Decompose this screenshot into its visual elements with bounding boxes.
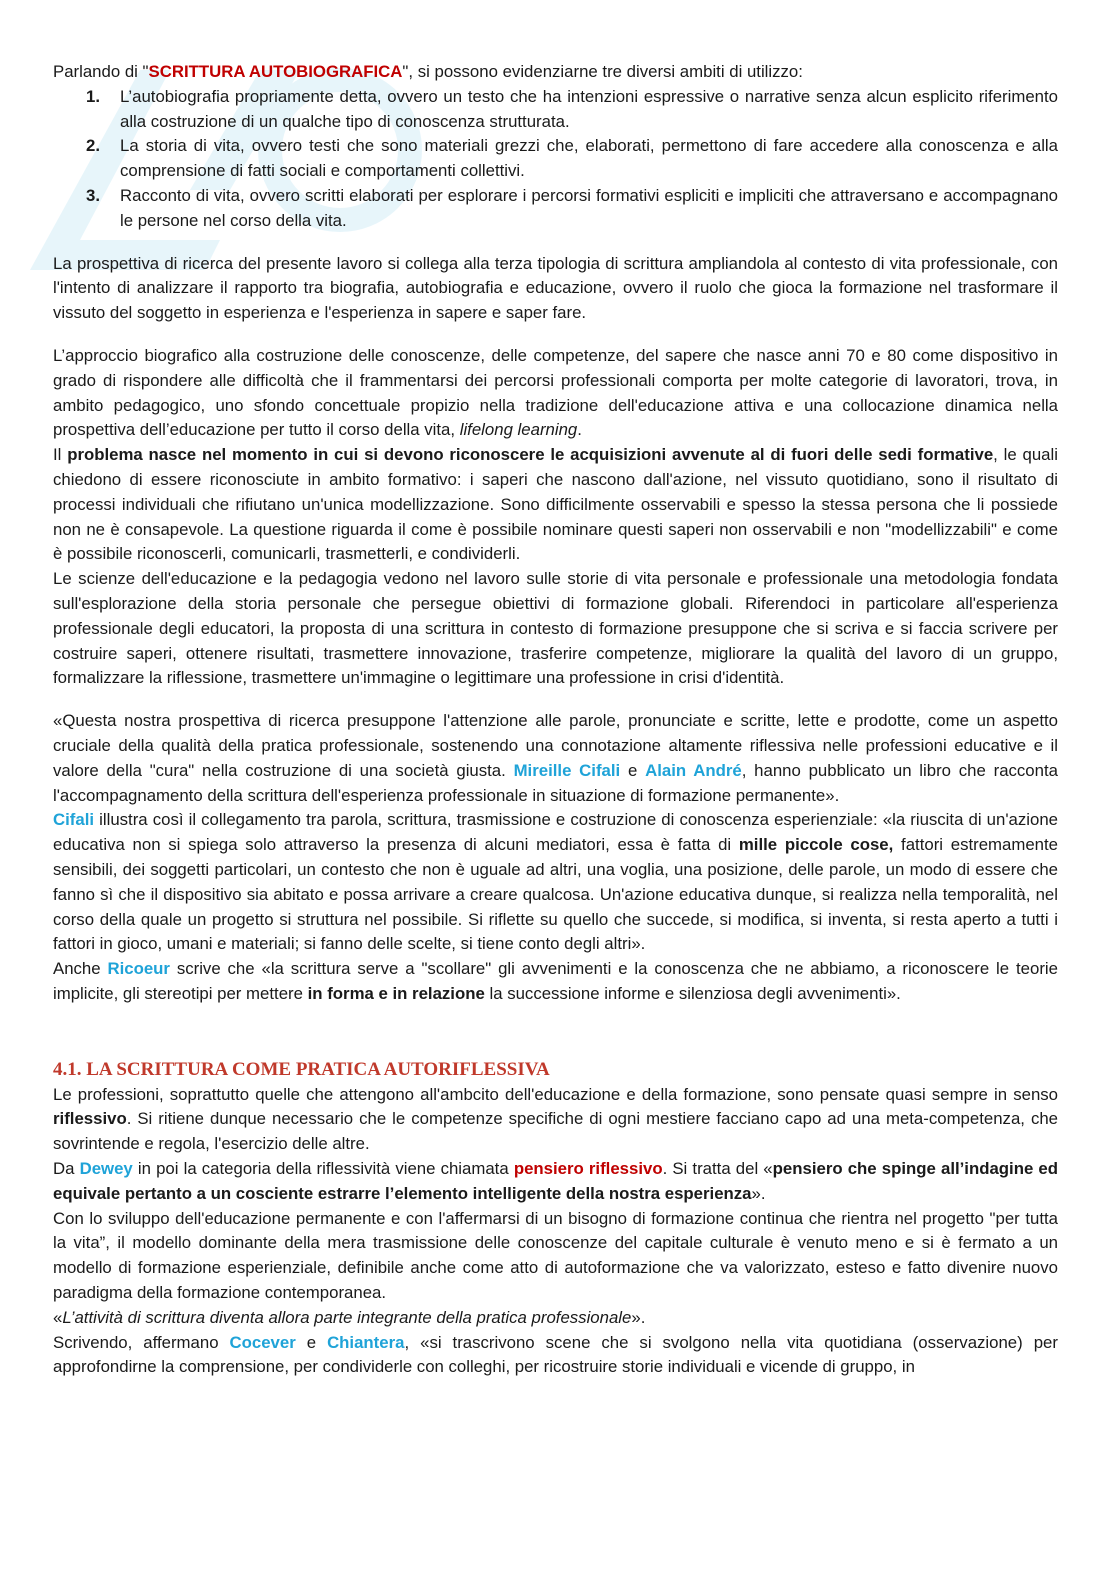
paragraph: Cifali illustra così il collegamento tra parola, scrittura, trasmissione e costruzione di conoscenza esperienziale: «la riuscita di un'azione educativa non si spiega solo attraverso la presenza di alcuni mediatori, essa è fatta di mille piccole cose, fattori estremamente sensibili, dei soggetti particolari, un contesto che non è uguale ad altri, una voglia, una posizione, delle parole, un modo di essere che fanno sì che il dispositivo sia abitato e possa arrivare a creare qualcosa. Un'azione educativa dunque, si realizza nella temporalità, nel corso della quale un progetto si struttura nel possibile. Si riflette su quello che succede, si modifica, si inventa, si resta aperto a tutti i fattori in gioco, umani e materiali; si fanno delle scelte, si tiene conto degli altri». bbox=[53, 810, 1058, 954]
paragraph: Da Dewey in poi la categoria della riflessività viene chiamata pensiero riflessivo. Si tratta del «pensiero che spinge all’indagine ed equivale pertanto a un cosciente estrarre l’elemento intelligente della nostra esperienza». bbox=[53, 1159, 1059, 1203]
list-item: 1. L’autobiografia propriamente detta, ovvero un testo che ha intenzioni espressive o narrative senza alcun esplicito riferimento alla costruzione di un qualche tipo di conoscenza strutturata. bbox=[86, 86, 1058, 131]
term-scrittura-autobiografica: SCRITTURA AUTOBIOGRAFICA bbox=[148, 62, 403, 81]
intro-paragraph: Parlando di "SCRITTURA AUTOBIOGRAFICA", si possono evidenziarne tre diversi ambiti di utilizzo: bbox=[53, 62, 803, 81]
term-pensiero-riflessivo: pensiero riflessivo bbox=[513, 1159, 663, 1179]
author-name: Chiantera bbox=[327, 1332, 405, 1352]
usage-list bbox=[53, 85, 1058, 234]
paragraph: Scrivendo, affermano Cocever e Chiantera, «si trascrivono scene che si svolgono nella vita quotidiana (osservazione) per approfondirne la comprensione, per condividerle con colleghi, per ricostruire storie individuali e vicende di gruppo, in bbox=[53, 1332, 1058, 1377]
section-title: 4.1. LA SCRITTURA COME PRATICA AUTORIFLESSIVA bbox=[53, 1058, 550, 1080]
paragraph: Le scienze dell'educazione e la pedagogia vedono nel lavoro sulle storie di vita personale e professionale una metodologia fondata sull'esplorazione della storia personale che persegue obiettivi di formazione globali. Riferendoci in particolare all'esperienza professionale degli educatori, la proposta di una scrittura in contesto di formazione presuppone che si scriva e si faccia scrivere per costruire saperi, ottenere risultati, trasmettere innovazione, trasferire competenze, migliorare la qualità del lavoro di un gruppo, formalizzare la riflessione, trasmettere un'immagine o legittimare una professione in crisi d'identità. bbox=[53, 569, 1058, 688]
paragraph: Il problema nasce nel momento in cui si devono riconoscere le acquisizioni avvenute al di fuori delle sedi formative, le quali chiedono di essere riconosciute in ambito formativo: i saperi che nascono dall'azione, nel vissuto quotidiano, sono il risultato di processi individuali che rifiutano un'unica modellizzazione. Sono difficilmente osservabili e spesso la stessa persona che li possiede non ne è consapevole. La questione riguarda il come è possibile nominare questi saperi non osservabili e non "modellizzabili" e come è possibile riconoscerli, comunicarli, trasmetterli, e condividerli. bbox=[53, 445, 1058, 564]
paragraph: Anche Ricoeur scrive che «la scrittura serve a "scollare" gli avvenimenti e la conoscenza che ne abbiamo, a riconoscere le teorie implicite, gli stereotipi per mettere in forma e in relazione la successione informe e silenziosa degli avvenimenti». bbox=[53, 959, 1058, 1003]
paragraph: Con lo sviluppo dell'educazione permanente e con l'affermarsi di un bisogno di formazione continua che rientra nel progetto "per tutta la vita”, il modello dominante della mera trasmissione delle conoscenze del capitale culturale è venuto meno e si è fermato a un modello di formazione esperienziale, definibile anche come atto di autoformazione che va valorizzato, esteso e fatto divenire nuovo paradigma della formazione contemporanea. bbox=[53, 1208, 1058, 1303]
author-name: Ricoeur bbox=[107, 959, 170, 979]
paragraph: Le professioni, soprattutto quelle che attengono all'ambcito dell'educazione e della formazione, sono pensate quasi sempre in senso riflessivo. Si ritiene dunque necessario che le competenze specifiche di ogni mestiere facciano capo ad una meta-competenza, che sovrintende e regola, l'esercizio delle altre. bbox=[53, 1084, 1058, 1154]
author-name: Alain André bbox=[645, 760, 742, 780]
document-page bbox=[53, 60, 1058, 1380]
paragraph: «Questa nostra prospettiva di ricerca presuppone l'attenzione alle parole, pronunciate e scritte, lette e prodotte, come un aspetto cruciale della qualità della pratica professionale, sostenendo una connotazione altamente riflessiva nelle professioni educative e il valore della "cura" nella costruzione di una società giusta. Mireille Cifali e Alain André, hanno pubblicato un libro che racconta l'accompagnamento della scrittura dell'esperienza professionale in situazione di formazione permanente». bbox=[53, 711, 1058, 805]
paragraph: L’approccio biografico alla costruzione delle conoscenze, delle competenze, del sapere che nasce anni 70 e 80 come dispositivo in grado di rispondere alle difficoltà che il frammentarsi dei percorsi professionali comporta per molte categorie di lavoratori, trova, in ambito pedagogico, uno sfondo concettuale propizio nella tradizione dell'educazione attiva e una collocazione dinamica nella prospettiva dell’educazione per tutto il corso della vita, lifelong learning. bbox=[53, 345, 1058, 440]
paragraph: La prospettiva di ricerca del presente lavoro si collega alla terza tipologia di scrittura ampliandola al contesto di vita professionale, con l'intento di analizzare il rapporto tra biografia, autobiografia e educazione, ovvero il ruolo che gioca la formazione nel trasformare il vissuto del soggetto in esperienza e l'esperienza in sapere e saper fare. bbox=[53, 253, 1058, 323]
author-name: Mireille Cifali bbox=[513, 760, 621, 780]
list-item: 3. Racconto di vita, ovvero scritti elaborati per esplorare i percorsi formativi espliciti e impliciti che attraversano e accompagnano le persone nel corso della vita. bbox=[86, 185, 1058, 230]
author-name: Dewey bbox=[79, 1159, 133, 1179]
author-name: Cocever bbox=[229, 1332, 296, 1352]
author-name: Cifali bbox=[53, 810, 95, 830]
list-item: 2. La storia di vita, ovvero testi che sono materiali grezzi che, elaborati, permettono di fare accedere alla conoscenza e alla comprensione di fatti sociali e comportamenti collettivi. bbox=[86, 136, 1058, 181]
paragraph: «L’attività di scrittura diventa allora parte integrante della pratica professionale». bbox=[53, 1307, 646, 1327]
